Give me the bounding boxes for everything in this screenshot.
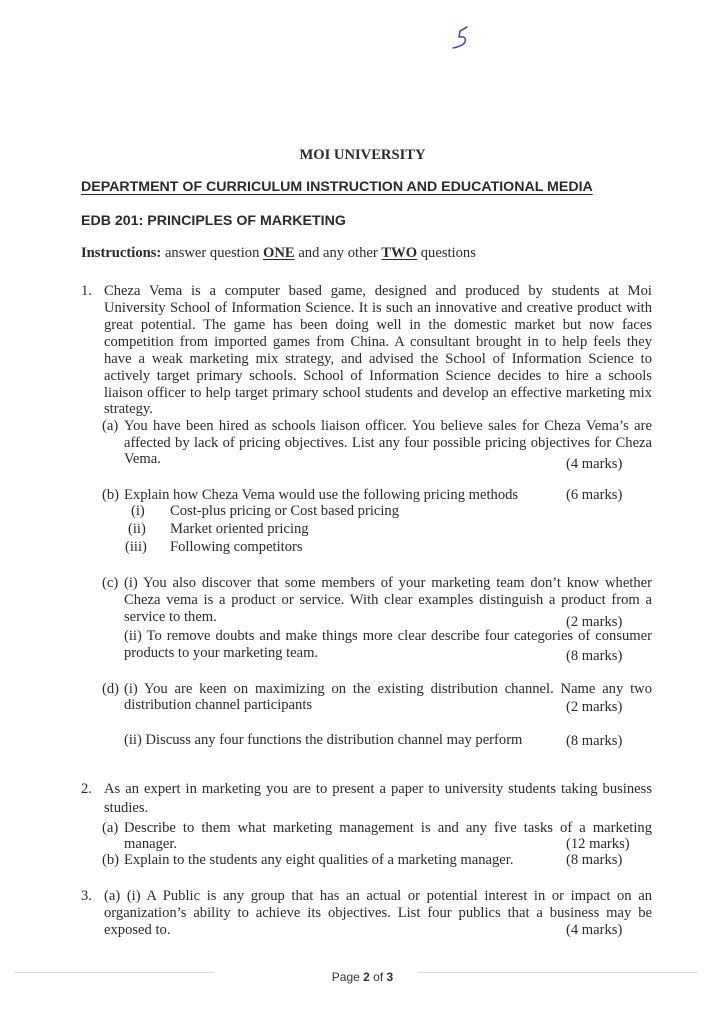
item-number: (ii) [128,521,146,537]
instructions-label: Instructions: [81,245,162,261]
instructions [81,245,476,262]
part-label: (a) [102,418,119,434]
text-line: service to them. [124,609,217,625]
marks: (4 marks) [566,456,623,472]
item-number: (iii) [125,539,147,555]
text-line: liaison officer to help target primary school students and develop an effective marketing mix [104,385,652,401]
part-d-text [124,681,652,698]
part-a-text [124,435,652,452]
text-line: (ii) To remove doubts and make things more clear describe four categories of consumer [124,628,652,644]
text-line: You have been hired as schools liaison officer. You believe sales for Cheza Vema’s are [124,418,652,434]
part-b-text: Explain to the students any eight qualities of a marketing manager. [124,852,514,868]
text-line: actively target primary schools. School of Information Science decides to hire a schools [104,368,652,384]
text-line: organization’s ability to achieve its objectives. List four publics that a business may be [104,905,652,921]
instructions-two: TWO [381,245,418,261]
part-a-text [124,820,652,837]
page-word: Page [331,970,360,984]
text-line: Vema. [124,451,161,467]
page-number: 2 [363,970,370,984]
page-footer [0,970,725,984]
question-1-text [104,317,652,334]
text-line: competition from imported games from China. A consultant brought in to help feels they [104,334,652,350]
text-line: (a) (i) A Public is any group that has an actual or potential interest in or impact on an [104,888,652,904]
part-label: (a) [102,820,119,836]
text-line: Cheza vema is a product or service. With clear examples distinguish a product from a [124,592,652,608]
text-line: exposed to. [104,922,171,938]
marks: (4 marks) [566,922,623,938]
item-number: (i) [131,503,145,519]
instructions-text: answer question [164,245,260,261]
text-line: As an expert in marketing you are to present a paper to university students taking business [104,781,652,797]
of-word: of [373,970,384,984]
part-c-text [124,592,652,609]
part-label: (d) [102,681,120,697]
text-line: affected by lack of pricing objectives. List any four possible pricing objectives for Cheza [124,435,652,451]
question-1-text [104,385,652,402]
university-title: MOI UNIVERSITY [299,147,426,163]
marks: (12 marks) [566,836,630,852]
question-3-text [104,888,652,905]
text-line: great potential. The game has been doing well in the domestic market but now faces [104,317,652,333]
marks: (8 marks) [566,648,623,664]
text-line: (i) You also discover that some members of your marketing team don’t know whether [124,575,652,591]
text-line: products to your marketing team. [124,645,319,661]
question-1-text [104,300,652,317]
text-line: strategy. [104,401,153,417]
course-title: EDB 201: PRINCIPLES OF MARKETING [81,213,346,229]
instructions-text: questions [420,245,476,261]
part-c-text [124,628,652,645]
question-number: 1. [81,283,92,299]
instructions-one: ONE [263,245,295,261]
marks: (6 marks) [566,487,623,503]
marks: (8 marks) [566,733,623,749]
text-line: University School of Information Science. It is such an innovative and creative product with [104,300,652,316]
question-1-text [104,283,652,300]
page-total: 3 [386,970,394,984]
handwritten-page-number [448,24,476,52]
part-a-text [124,418,652,435]
instructions-text: and any other [298,245,378,261]
text-line: Describe to them what marketing management is and any five tasks of a marketing [124,820,652,836]
item-text: Cost-plus pricing or Cost based pricing [170,503,400,519]
marks: (8 marks) [566,852,623,868]
question-number: 2. [81,781,92,797]
item-text: Market oriented pricing [170,521,309,537]
marks: (2 marks) [566,614,623,630]
item-text: Following competitors [170,539,303,555]
text-line: manager. [124,836,178,852]
part-label: (b) [102,487,120,503]
question-1-text [104,368,652,385]
part-d-ii-text: (ii) Discuss any four functions the distribution channel may perform [124,732,523,748]
part-b-text: Explain how Cheza Vema would use the following pricing methods [124,487,519,503]
text-line: distribution channel participants [124,697,313,713]
text-line: studies. [104,800,149,816]
marks: (2 marks) [566,699,623,715]
text-line: Cheza Vema is a computer based game, designed and produced by students at Moi [104,283,652,299]
question-number: 3. [81,888,92,904]
question-1-text [104,351,652,368]
part-c-text [124,575,652,592]
question-1-text [104,334,652,351]
part-label: (b) [102,852,120,868]
part-label: (c) [102,575,119,591]
question-3-text [104,905,652,922]
text-line: (i) You are keen on maximizing on the existing distribution channel. Name any two [124,681,652,697]
text-line: have a weak marketing mix strategy, and advised the School of Information Science to [104,351,652,367]
question-2-text [104,781,652,798]
department-title: DEPARTMENT OF CURRICULUM INSTRUCTION AND EDUCATIONAL MEDIA [81,179,593,195]
